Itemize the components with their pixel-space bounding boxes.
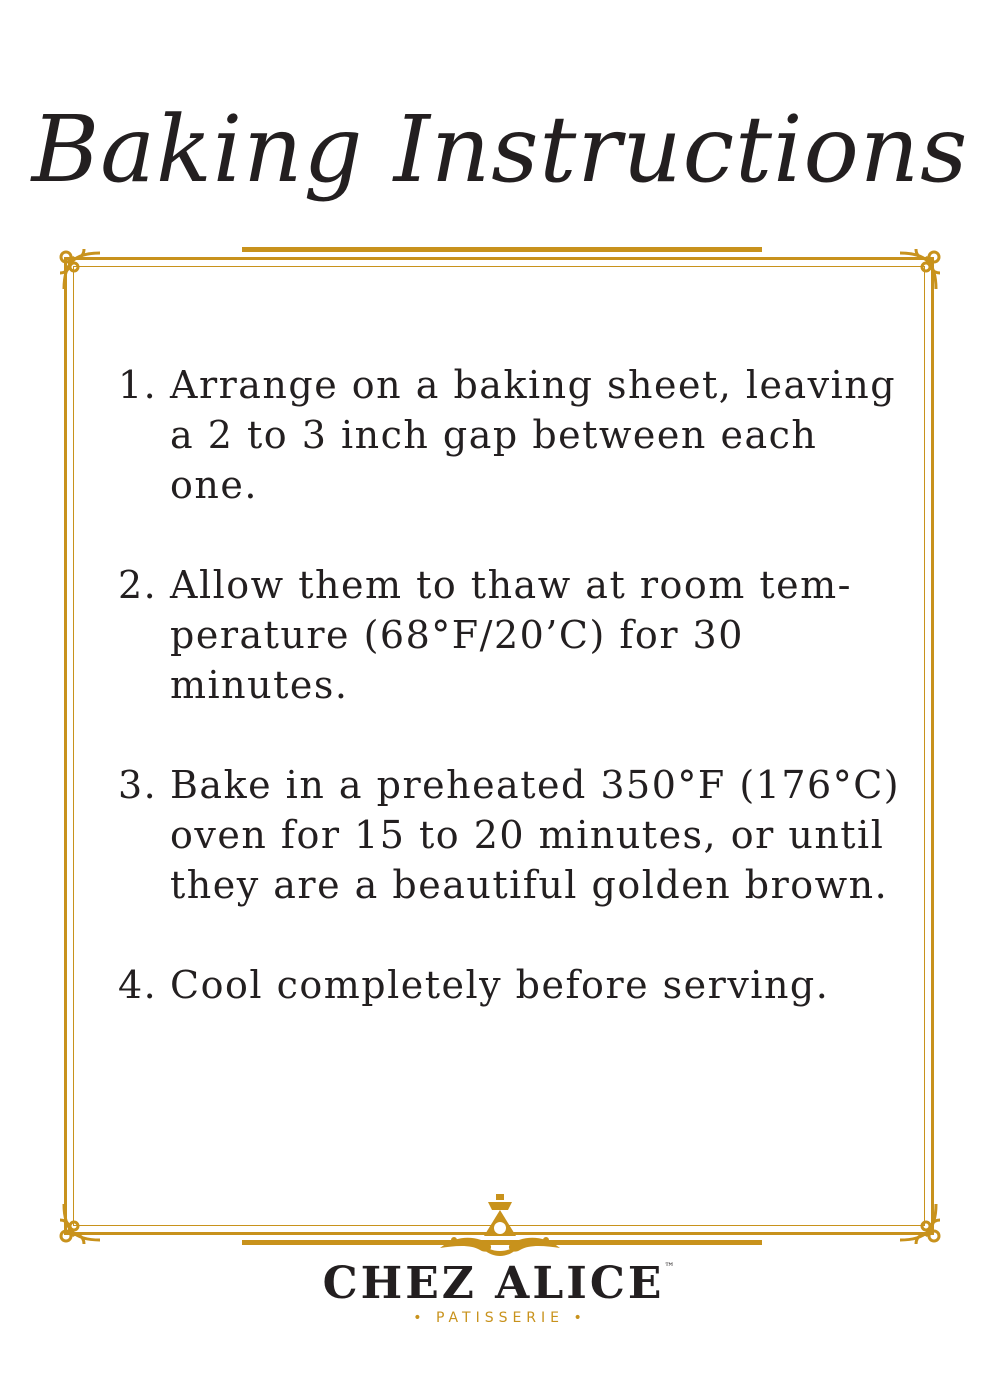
page-title: Baking Instructions (31, 96, 969, 203)
trademark-mark: ™ (664, 1262, 678, 1273)
crest-logo-icon (430, 1192, 570, 1262)
corner-flourish-icon (54, 243, 110, 299)
step-number: 1. (118, 363, 158, 407)
list-item (118, 560, 908, 710)
brand-name (0, 1258, 1000, 1309)
brand-subtitle: • PATISSERIE • (413, 1310, 587, 1326)
step-number: 3. (118, 763, 158, 807)
step-text: Allow them to thaw at room temperature (68°F/20’C) for 30 minutes. (170, 563, 851, 707)
list-item (118, 760, 908, 910)
corner-flourish-icon (890, 243, 946, 299)
list-item (118, 360, 908, 510)
step-text: Arrange on a baking sheet, leaving a 2 to 3 inch gap between each one. (170, 363, 897, 507)
step-text: Cool completely before serving. (170, 963, 830, 1007)
corner-flourish-icon (54, 1194, 110, 1250)
step-number: 2. (118, 563, 158, 607)
step-text: Bake in a preheated 350°F (176°C) oven for 15 to 20 minutes, or until they are a beautiful golden brown. (170, 763, 901, 907)
step-number: 4. (118, 963, 158, 1007)
list-item (118, 960, 908, 1010)
corner-flourish-icon (890, 1194, 946, 1250)
frame-top-bar (242, 247, 762, 252)
instruction-list (118, 360, 908, 1060)
brand-name-text: CHEZ ALICE (322, 1258, 665, 1309)
